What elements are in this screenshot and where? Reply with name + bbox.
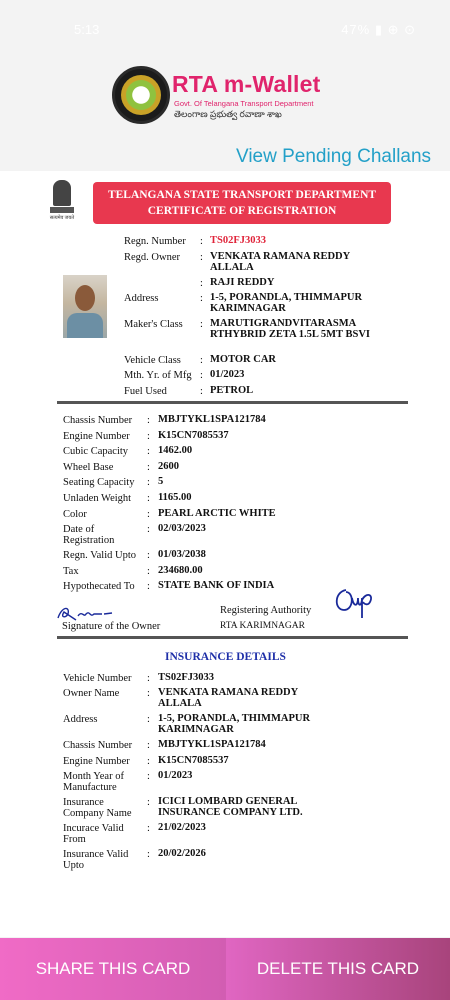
brand-name: RTA m-Wallet [172, 71, 321, 97]
owner-photo [63, 275, 107, 338]
rc-card: सत्यमेव जयते TELANGANA STATE TRANSPORT DEPARTMENT CERTIFICATE OF REGISTRATION Regn. Number : TS02FJ3033 Regd. Owner : VENKATA RAMANA REDDY ALLALA : RAJI REDDY Address : 1-5, PORANDLA, THIMMAPUR KARIMNAGAR Maker's Class : MARUTIGRANDVITARASMA RTHYBRID ZETA 1.5L 5MT BSVI Vehicle Class : MOTOR CAR Mth. Yr. of Mfg : 01/2023 Fuel Used : PETROL Chassis Number : MBJTYKL1SPA121784 Engine Number : K15CN7085537 Cubic Capacity : 1462.00 Wheel Base : 2600 Seating Capacity : 5 Unladen Weight : 1165.00 Color : PEARL ARCTIC WHITE Date of Registration : 02/03/2023 Regn. Valid Upto : 01/03/2038 Tax : 234680.00 Hypothecated To : STATE BANK OF INDIA Signature of the Owner Registering Authority RTA KARIMNAGAR INSURANCE DETAILS Vehicle Number : TS02FJ3033 Owner Name : VENKATA RAMANA REDDY ALLALA Address : 1-5, PORANDLA, THIMMAPUR KARIMNAGAR Chassis Number : MBJTYKL1SPA121784 Engine Number : K15CN7085537 Month Year of Manufacture : 01/2023 Insurance Company Name : ICICI LOMBARD GENERAL INSURANCE COMPANY LTD. Incurace Valid From : 21/02/2023 Insurance Valid Upto : 20/02/2026 [0, 171, 450, 937]
signature-owner-label: Signature of the Owner [62, 621, 161, 632]
registering-authority-label: Registering Authority [220, 605, 312, 616]
divider [57, 636, 408, 639]
brand-subtitle: Govt. Of Telangana Transport Department [174, 99, 314, 108]
certificate-banner [93, 182, 391, 224]
banner-line-1: TELANGANA STATE TRANSPORT DEPARTMENT [107, 189, 377, 201]
status-bar [0, 0, 450, 52]
authority-signature [332, 584, 378, 620]
status-time: 5:13 [74, 22, 100, 37]
emblem-text: सत्यमेव जयते [49, 216, 75, 221]
view-pending-challans-link[interactable]: View Pending Challans [236, 146, 432, 167]
share-card-button[interactable]: SHARE THIS CARD [0, 938, 226, 1000]
insurance-title: INSURANCE DETAILS [165, 651, 286, 663]
app-logo [112, 64, 344, 126]
divider [57, 401, 408, 404]
delete-card-button[interactable]: DELETE THIS CARD [226, 938, 450, 1000]
brand-subtitle-telugu: తెలంగాణ ప్రభుత్వ రవాణా శాఖ [174, 109, 282, 119]
national-emblem-icon [48, 180, 76, 226]
status-icons: 47% ▮ ⊕ ⊙ [341, 22, 416, 37]
telangana-emblem-icon [112, 66, 170, 124]
banner-line-2: CERTIFICATE OF REGISTRATION [147, 205, 337, 217]
registering-authority-name: RTA KARIMNAGAR [220, 621, 305, 631]
